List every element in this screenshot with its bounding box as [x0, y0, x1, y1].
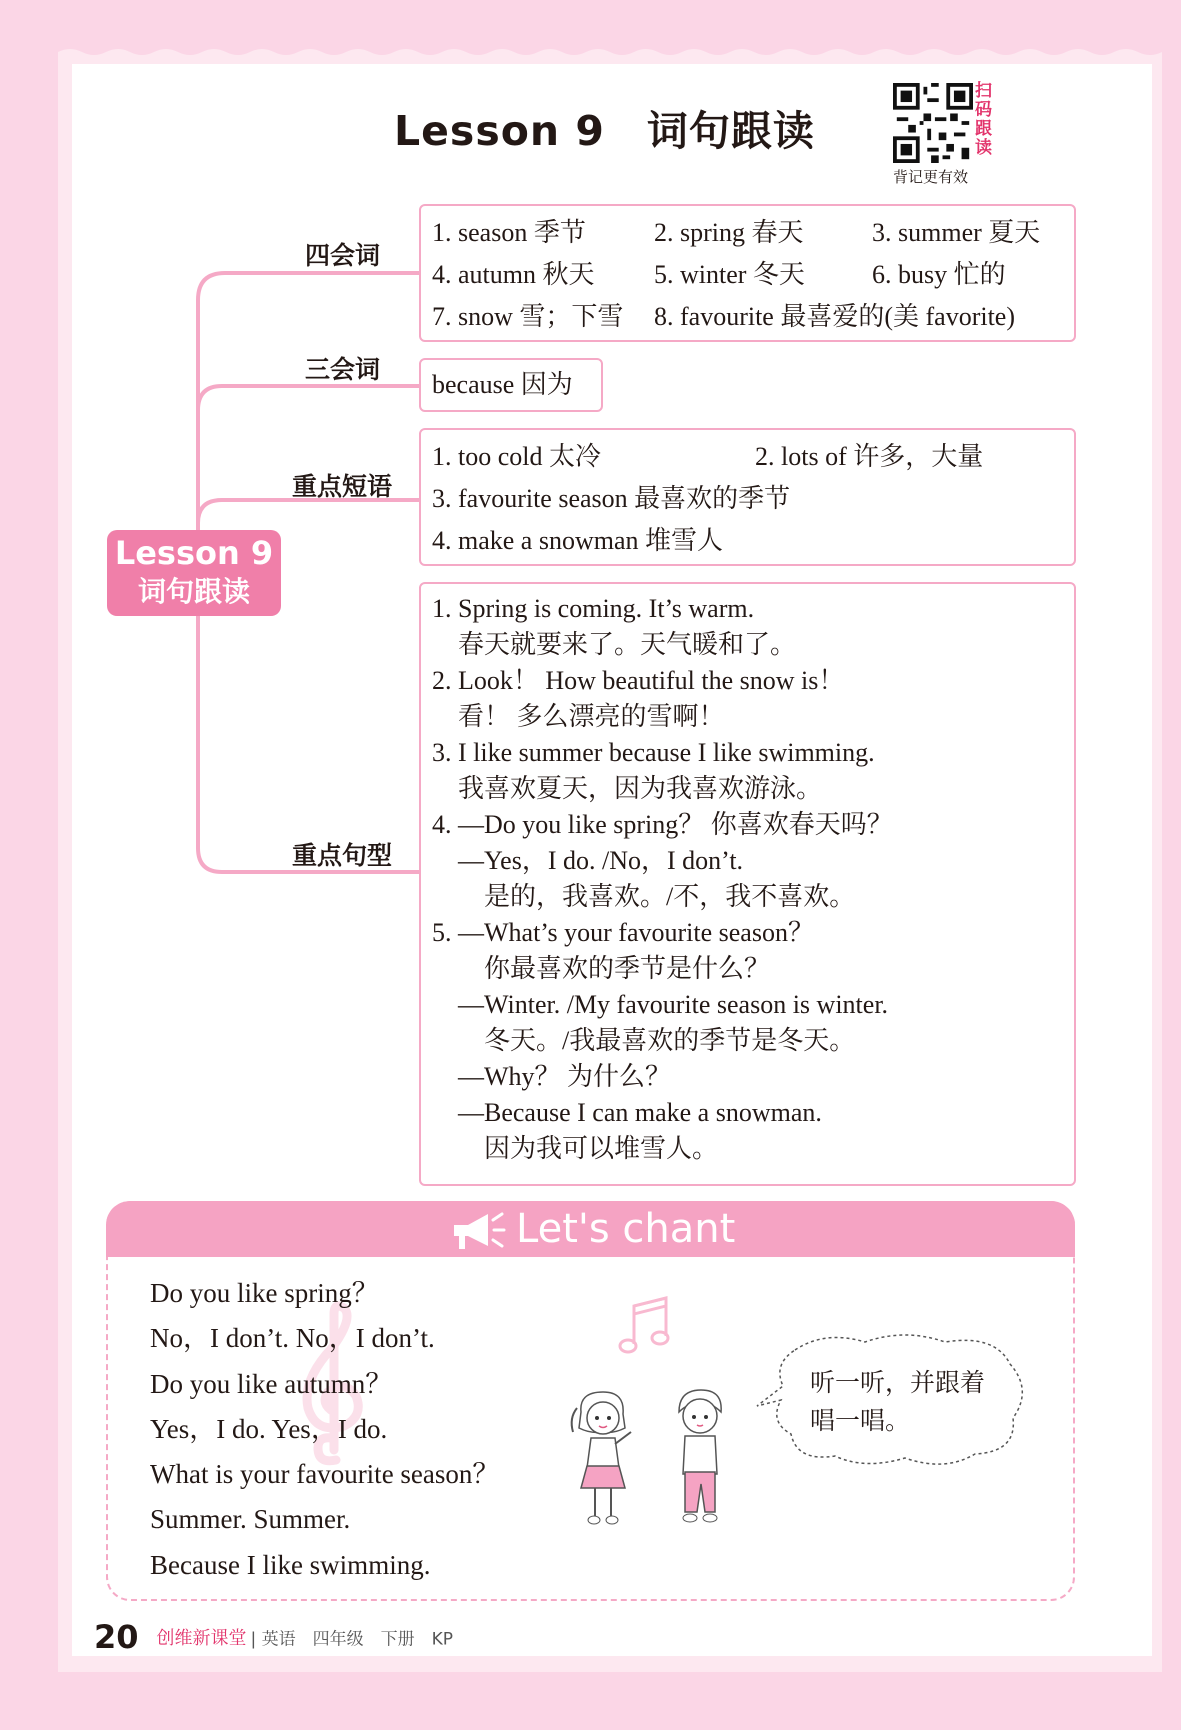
chant-line: Yes，I do. Yes，I do. [150, 1413, 388, 1444]
girl-illustration [563, 1388, 643, 1528]
category-key-sentences: 重点句型 [292, 841, 393, 870]
bubble-line: 唱一唱。 [810, 1408, 911, 1435]
word-item: 8. favourite 最喜爱的(美 favorite) [654, 302, 1016, 331]
phrase-item: 1. too cold 太冷 [432, 442, 601, 471]
speech-bubble-text [810, 1365, 1010, 1441]
four-skill-words-box [419, 204, 1076, 342]
sentence-line: —Winter. /My favourite season is winter. [432, 990, 889, 1019]
chant-line: Do you like autumn？ [150, 1368, 393, 1399]
sentence-line: 1. Spring is coming. It’s warm. [432, 594, 755, 623]
sentence-line: —Why？ 为什么？ [432, 1062, 672, 1091]
sentence-line: —Because I can make a snowman. [432, 1098, 822, 1127]
series-info: | 英语 四年级 下册 KP [250, 1629, 454, 1650]
word-item: because 因为 [432, 370, 573, 399]
key-sentences-box [419, 582, 1076, 1186]
category-key-phrases: 重点短语 [292, 472, 393, 501]
sentence-line: 4. —Do you like spring？ 你喜欢春天吗？ [432, 810, 893, 839]
sentence-line: 因为我可以堆雪人。 [432, 1134, 719, 1163]
sentence-line: 冬天。/我最喜欢的季节是冬天。 [432, 1026, 856, 1055]
sentence-line: —Yes，I do. /No，I don’t. [432, 846, 744, 875]
phrase-item: 3. favourite season 最喜欢的季节 [432, 484, 791, 513]
chant-title: Let's chant [516, 1206, 736, 1252]
chant-line: Because I like swimming. [150, 1549, 431, 1580]
category-three-skill-words: 三会词 [305, 355, 381, 384]
chant-line: Summer. Summer. [150, 1504, 351, 1535]
category-four-skill-words: 四会词 [305, 241, 381, 270]
page-title: Lesson 9 词句跟读 [394, 107, 815, 155]
chant-lyrics [150, 1271, 499, 1588]
bubble-line: 听一听，并跟着 [810, 1370, 986, 1397]
page-number: 20 [94, 1618, 139, 1656]
chant-line: No，I don’t. No，I don’t. [150, 1323, 435, 1354]
sentence-line: 你最喜欢的季节是什么？ [432, 954, 771, 983]
boy-illustration [665, 1386, 735, 1530]
word-item: 2. spring 春天 [654, 218, 804, 247]
sentence-line: 3. I like summer because I like swimming. [432, 738, 875, 767]
phrase-item: 2. lots of 许多，大量 [755, 442, 984, 471]
word-item: 4. autumn 秋天 [432, 260, 595, 289]
music-note-icon [618, 1294, 674, 1356]
phrase-item: 4. make a snowman 堆雪人 [432, 526, 724, 555]
brand-name: 创维新课堂 [156, 1628, 247, 1649]
word-item: 3. summer 夏天 [872, 218, 1041, 247]
page-footer [94, 1618, 453, 1656]
word-item: 5. winter 冬天 [654, 260, 805, 289]
three-skill-words-box [419, 358, 603, 412]
chant-line: Do you like spring？ [150, 1278, 379, 1308]
word-item: 6. busy 忙的 [872, 260, 1006, 289]
megaphone-icon [448, 1208, 506, 1254]
sentence-line: 我喜欢夏天，因为我喜欢游泳。 [432, 774, 823, 803]
chant-line: What is your favourite season？ [150, 1459, 500, 1490]
lesson-badge-subtitle: 词句跟读 [137, 575, 250, 608]
sentence-line: 是的，我喜欢。/不，我不喜欢。 [432, 882, 856, 911]
qr-side-label: 扫码跟读 [975, 81, 992, 158]
lesson-badge-title: Lesson 9 [114, 534, 274, 572]
sentence-line: 2. Look！ How beautiful the snow is！ [432, 666, 845, 695]
sentence-line: 看！ 多么漂亮的雪啊！ [432, 702, 725, 731]
sentence-line: 春天就要来了。天气暖和了。 [432, 630, 797, 659]
word-item: 7. snow 雪；下雪 [432, 302, 624, 331]
key-phrases-box [419, 428, 1076, 566]
word-item: 1. season 季节 [432, 218, 586, 247]
lesson-badge [107, 530, 281, 616]
qr-caption: 背记更有效 [893, 170, 969, 186]
sentence-line: 5. —What’s your favourite season？ [432, 918, 814, 947]
